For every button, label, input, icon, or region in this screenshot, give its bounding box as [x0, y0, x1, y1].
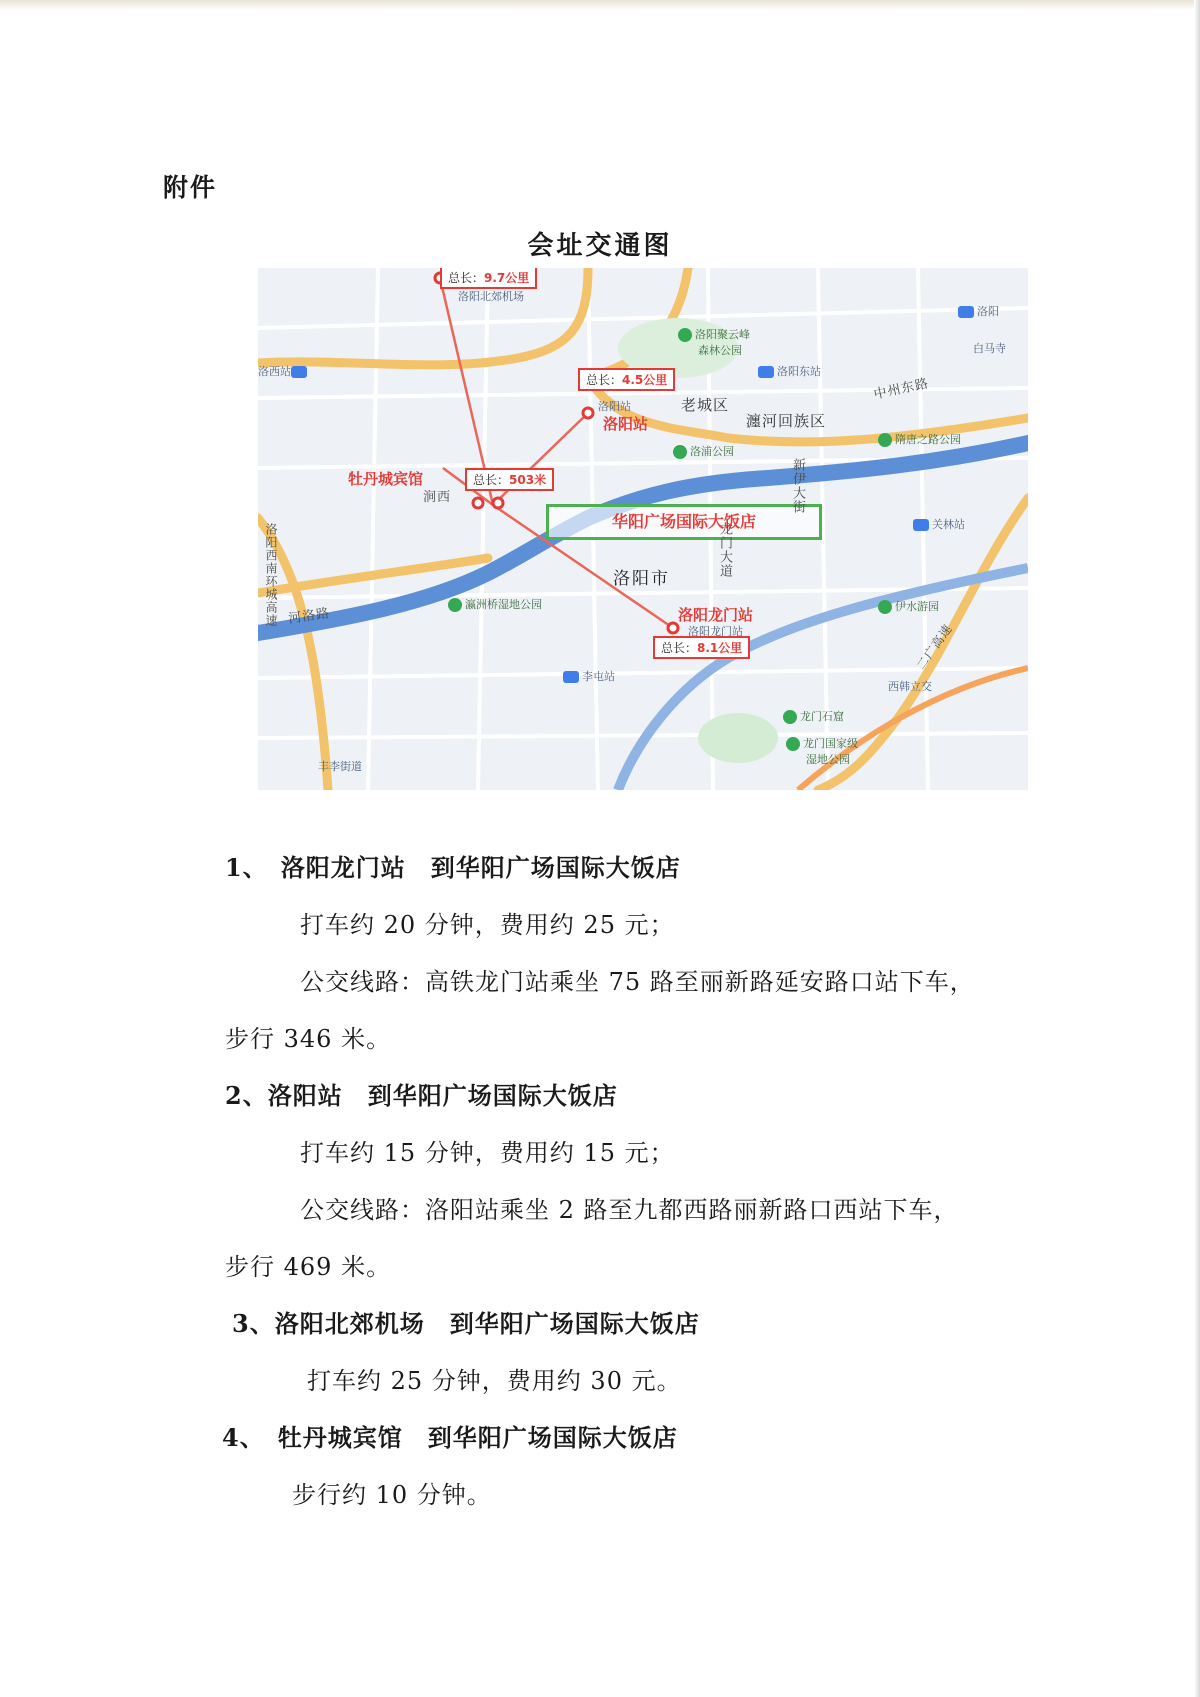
station-label: 洛阳站 [603, 415, 649, 433]
attachment-label: 附件 [163, 173, 218, 202]
route-4-heading: 4、 牡丹城宾馆 到华阳广场国际大饭店 [222, 1423, 678, 1452]
wetland-park-label: 瀛洲桥湿地公园 [448, 596, 542, 612]
distance-box-hotel: 总长：503米 [465, 468, 554, 491]
old-district-label: 老城区 [681, 396, 730, 414]
baima-label: 白马寺 [973, 342, 1006, 355]
route-4-walk: 步行约 10 分钟。 [292, 1481, 492, 1509]
longmen-avenue-label: 龙门大道 [717, 522, 732, 578]
venue-hotel-highlight: 华阳广场国际大饭店 [546, 504, 822, 540]
west-station-label: 洛西站 [258, 363, 310, 379]
yishui-park-label: 伊水游园 [878, 598, 939, 614]
park-icon [673, 445, 687, 459]
route-3-heading: 3、洛阳北郊机场 到华阳广场国际大饭店 [232, 1309, 700, 1338]
luoyang-top-label: 洛阳 [958, 303, 999, 319]
longmen-station-label: 洛阳龙门站 [678, 606, 754, 624]
city-label: 洛阳市 [613, 569, 670, 589]
distance-box-station: 总长：4.5公里 [578, 368, 675, 391]
jianxi-label: 涧西 [423, 490, 452, 505]
erguang-expressway-label: 二广高速 [913, 621, 956, 673]
route-1-bus-walk: 步行 346 米。 [225, 1025, 392, 1053]
jiyun-park-label: 洛阳聚云峰 森林公园 [678, 326, 750, 358]
route-1-taxi: 打车约 20 分钟，费用约 25 元； [300, 911, 675, 939]
park-icon [783, 710, 797, 724]
park-icon [786, 737, 800, 751]
longmen-wetland-label: 龙门国家级 湿地公园 [786, 735, 858, 767]
route-2-taxi: 打车约 15 分钟，费用约 15 元； [300, 1139, 675, 1167]
station-icon [563, 671, 579, 683]
fengli-label: 丰李街道 [318, 760, 362, 773]
route-1-bus: 公交线路：高铁龙门站乘坐 75 路至丽新路延安路口站下车， [300, 968, 975, 996]
distance-box-airport: 总长：9.7公里 [440, 268, 537, 289]
venue-transport-map [258, 268, 1028, 790]
route-2-bus-walk: 步行 469 米。 [225, 1253, 392, 1281]
xinyi-street-label: 新伊大街 [790, 458, 805, 514]
station-small-label: 洛阳站 [598, 400, 631, 413]
peony-hotel-label: 牡丹城宾馆 [348, 470, 424, 488]
longmen-small-label: 洛阳龙门站 [688, 625, 743, 638]
route-1-heading: 1、 洛阳龙门站 到华阳广场国际大饭店 [225, 853, 681, 882]
heluo-road-label: 河洛路 [287, 606, 332, 627]
station-icon [758, 366, 774, 378]
airport-label: 洛阳北郊机场 [458, 290, 524, 303]
longmen-grottoes-label: 龙门石窟 [783, 708, 844, 724]
park-icon [678, 328, 692, 342]
park-icon [878, 600, 892, 614]
xihan-label: 西韩立交 [888, 680, 932, 693]
route-3-taxi: 打车约 25 分钟，费用约 30 元。 [307, 1367, 682, 1395]
route-2-heading: 2、洛阳站 到华阳广场国际大饭店 [225, 1081, 618, 1110]
zhongzhou-road-label: 中州东路 [872, 376, 931, 403]
station-icon [913, 519, 929, 531]
distance-box-longmen: 总长：8.1公里 [653, 636, 750, 659]
guanlin-label: 关林站 [913, 516, 965, 532]
page-title: 会址交通图 [527, 231, 673, 261]
route-2-bus: 公交线路：洛阳站乘坐 2 路至九都西路丽新路口西站下车， [300, 1196, 959, 1224]
west-ring-expressway-label: 洛阳西南环城高速 [264, 523, 278, 627]
luopu-park-label: 洛浦公园 [673, 443, 734, 459]
suizhou-park-label: 隋唐之路公园 [878, 431, 961, 447]
station-icon [291, 366, 307, 378]
page-scan-edge-top [0, 0, 1200, 10]
east-station-label: 洛阳东站 [758, 363, 821, 379]
park-icon [878, 433, 892, 447]
chanhe-district-label: 瀍河回族区 [746, 412, 827, 430]
lizhen-label: 李屯站 [563, 668, 615, 684]
park-icon [448, 598, 462, 612]
station-icon [958, 306, 974, 318]
